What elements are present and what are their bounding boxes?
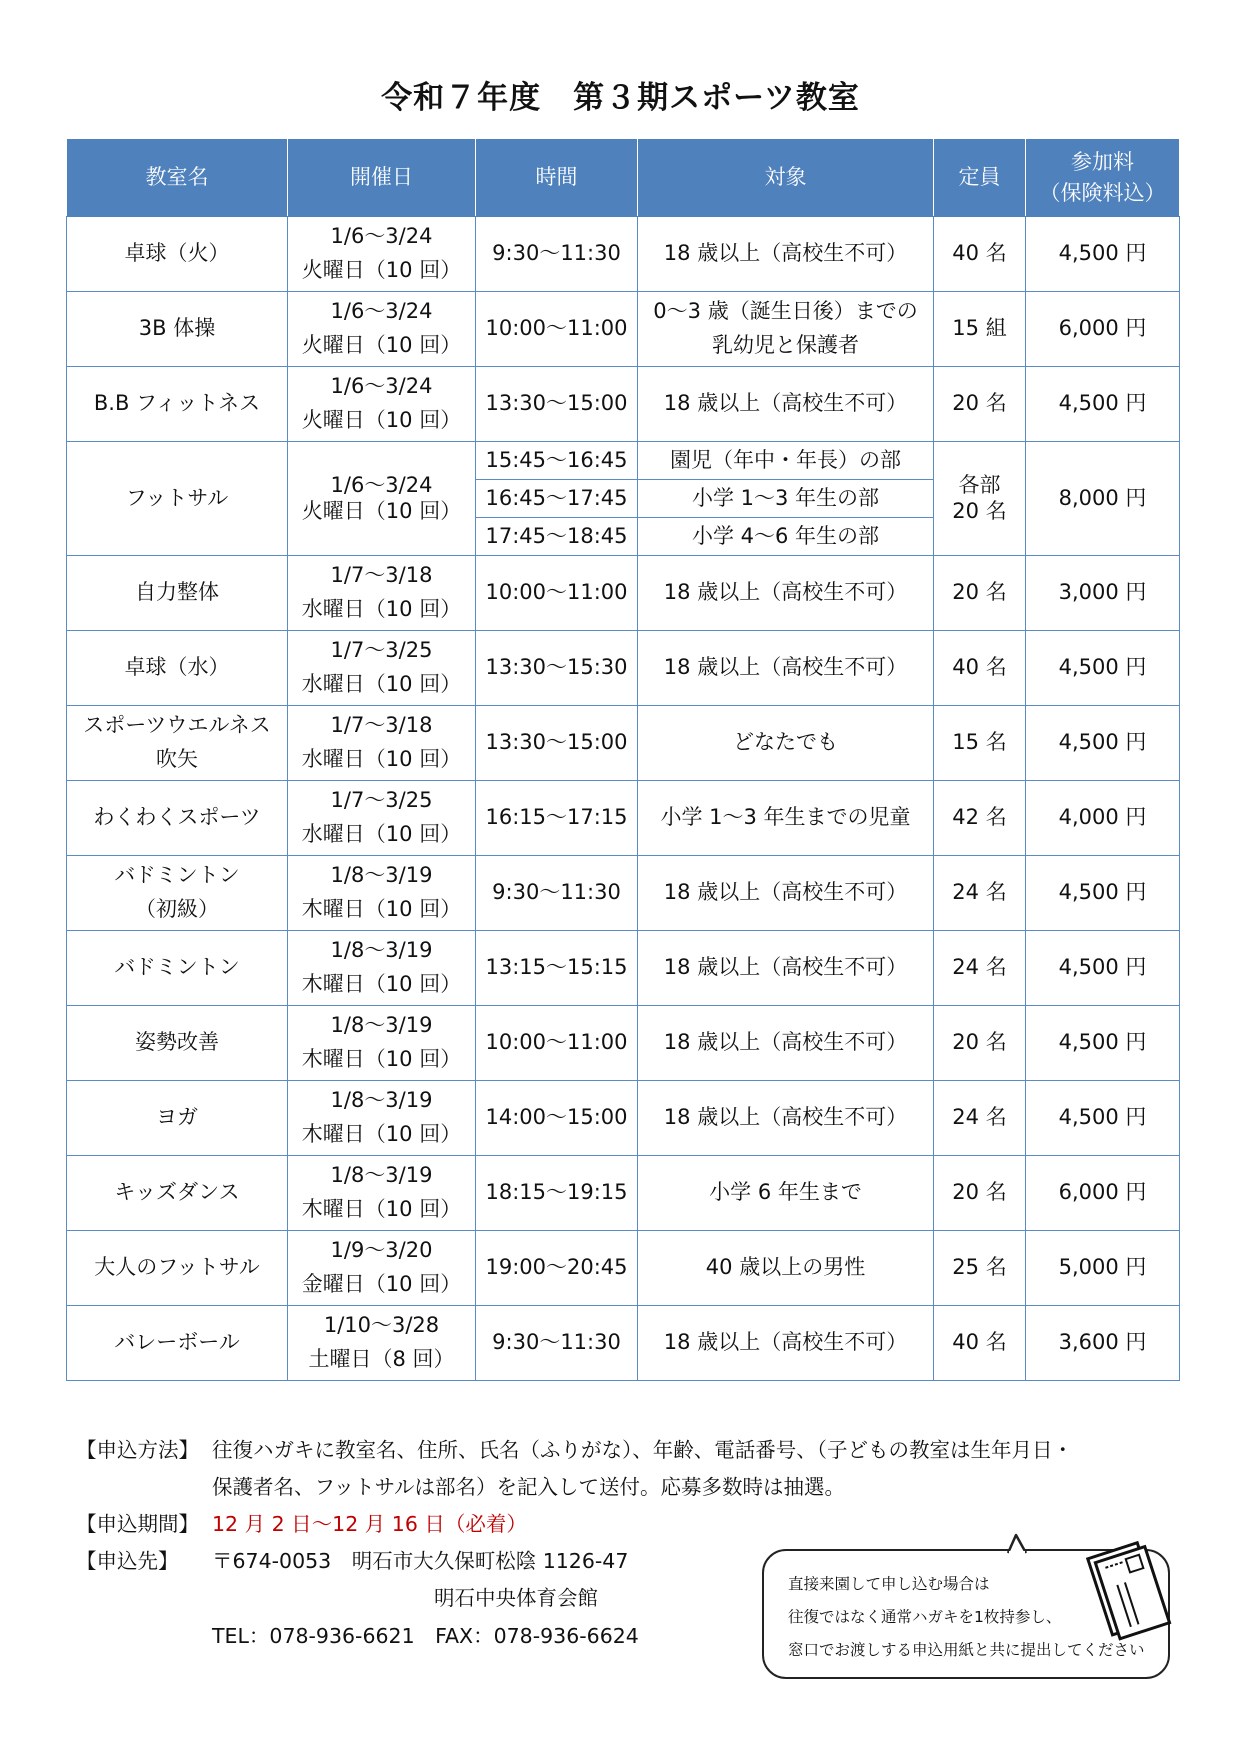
cell-capacity	[934, 856, 1026, 931]
cell-fee: 4,500 円	[1026, 217, 1180, 292]
cell-name-line: 大人のフットサル	[94, 1255, 260, 1280]
cell-target-line: どなたでも	[733, 730, 838, 755]
postcard-icon	[1080, 1540, 1175, 1645]
cell-capacity	[934, 1006, 1026, 1081]
cell-name-line: スポーツウエルネス	[83, 713, 271, 738]
cell-date-line: 1/6～3/24	[330, 299, 433, 324]
header-fee-label: 参加料	[1071, 150, 1134, 175]
cell-target	[638, 931, 934, 1006]
schedule-table	[66, 138, 1180, 1381]
cell-target-line: 18 歳以上（高校生不可）	[663, 1330, 908, 1355]
method-text-2: 保護者名、フットサルは部名）を記入して送付。応募多数時は抽選。	[212, 1475, 846, 1499]
header-fee	[1026, 139, 1180, 217]
table-row	[67, 781, 1180, 856]
cell-target	[638, 1006, 934, 1081]
cell-date-line: 水曜日（10 回）	[301, 822, 462, 846]
cell-time: 16:45～17:45	[476, 480, 638, 518]
cell-date-line: 水曜日（10 回）	[301, 672, 462, 696]
cell-date-line: 火曜日（10 回）	[301, 498, 462, 523]
cell-name	[67, 217, 288, 292]
page-title: 令和７年度 第３期スポーツ教室	[381, 80, 860, 116]
cell-date-line: 火曜日（10 回）	[301, 258, 462, 282]
cell-time: 13:30～15:00	[476, 367, 638, 442]
cell-time: 18:15～19:15	[476, 1156, 638, 1231]
cell-target	[638, 1306, 934, 1381]
cell-date-line: 土曜日（8 回）	[308, 1347, 455, 1371]
cell-capacity	[934, 442, 1026, 556]
cell-target	[638, 781, 934, 856]
table-row	[67, 1081, 1180, 1156]
cell-date-line: 水曜日（10 回）	[301, 597, 462, 621]
cell-name	[67, 781, 288, 856]
cell-fee: 4,500 円	[1026, 1081, 1180, 1156]
cell-capacity-line: 40 名	[952, 1330, 1007, 1355]
cell-capacity	[934, 1231, 1026, 1306]
cell-capacity	[934, 631, 1026, 706]
cell-target-line: 18 歳以上（高校生不可）	[663, 241, 908, 266]
cell-target-line: 18 歳以上（高校生不可）	[663, 580, 908, 605]
cell-name-line: わくわくスポーツ	[93, 805, 261, 830]
cell-date-line: 木曜日（10 回）	[301, 897, 462, 921]
cell-date	[288, 292, 476, 367]
cell-capacity	[934, 706, 1026, 781]
cell-target-line: 小学 6 年生まで	[709, 1180, 862, 1205]
cell-time: 19:00～20:45	[476, 1231, 638, 1306]
cell-date-line: 1/7～3/25	[330, 638, 433, 663]
cell-name-line: キッズダンス	[114, 1180, 240, 1205]
cell-date	[288, 1231, 476, 1306]
cell-date-line: 水曜日（10 回）	[301, 747, 462, 771]
cell-target-line: 小学 1～3 年生までの児童	[660, 805, 911, 830]
cell-capacity-line: 20 名	[952, 580, 1007, 605]
cell-target	[638, 367, 934, 442]
cell-date-line: 1/6～3/24	[330, 224, 433, 249]
cell-capacity	[934, 367, 1026, 442]
cell-name-line: 姿勢改善	[135, 1030, 219, 1055]
cell-target	[638, 1231, 934, 1306]
cell-capacity-line: 24 名	[952, 955, 1007, 980]
table-row	[67, 1006, 1180, 1081]
table-row	[67, 367, 1180, 442]
destination-contact: TEL：078-936-6621 FAX：078-936-6624	[212, 1624, 639, 1648]
cell-target-line: 0～3 歳（誕生日後）までの	[653, 299, 918, 324]
cell-time: 10:00～11:00	[476, 1006, 638, 1081]
cell-name	[67, 631, 288, 706]
cell-target	[638, 292, 934, 367]
cell-date-line: 木曜日（10 回）	[301, 972, 462, 996]
cell-target-line: 18 歳以上（高校生不可）	[663, 655, 908, 680]
cell-fee: 6,000 円	[1026, 1156, 1180, 1231]
cell-name	[67, 292, 288, 367]
cell-date	[288, 1306, 476, 1381]
bubble-line-2: 往復ではなく通常ハガキを1枚持参し、	[788, 1608, 1062, 1626]
cell-time: 10:00～11:00	[476, 556, 638, 631]
cell-target	[638, 1081, 934, 1156]
table-row	[67, 931, 1180, 1006]
cell-capacity-line: 42 名	[952, 805, 1007, 830]
cell-date-line: 1/8～3/19	[330, 1013, 433, 1038]
cell-name-line: バドミントン	[114, 955, 240, 980]
cell-time: 9:30～11:30	[476, 217, 638, 292]
cell-time: 17:45～18:45	[476, 518, 638, 556]
header-name: 教室名	[67, 139, 288, 217]
header-fee-note: （保険料込）	[1039, 180, 1166, 205]
cell-name	[67, 1231, 288, 1306]
cell-fee: 4,500 円	[1026, 631, 1180, 706]
cell-fee: 8,000 円	[1026, 442, 1180, 556]
cell-capacity-line: 40 名	[952, 241, 1007, 266]
cell-target-line: 18 歳以上（高校生不可）	[663, 880, 908, 905]
cell-name	[67, 556, 288, 631]
cell-name: フットサル	[67, 442, 288, 556]
cell-target	[638, 556, 934, 631]
cell-name-line: バドミントン	[114, 863, 240, 888]
cell-date-line: 1/10～3/28	[323, 1313, 440, 1338]
cell-target: 小学 1～3 年生の部	[638, 480, 934, 518]
cell-capacity-line: 24 名	[952, 880, 1007, 905]
cell-date	[288, 217, 476, 292]
cell-target: 小学 4～6 年生の部	[638, 518, 934, 556]
cell-target-line: 18 歳以上（高校生不可）	[663, 1105, 908, 1130]
cell-date-line: 1/6～3/24	[330, 473, 433, 498]
cell-date	[288, 931, 476, 1006]
cell-name-line: 3B 体操	[138, 316, 216, 341]
cell-name-line: 自力整体	[135, 580, 219, 605]
cell-target	[638, 706, 934, 781]
cell-name-line: 卓球（水）	[124, 655, 230, 680]
cell-target-line: 18 歳以上（高校生不可）	[663, 391, 908, 416]
cell-time: 13:30～15:00	[476, 706, 638, 781]
cell-date	[288, 706, 476, 781]
cell-fee: 3,000 円	[1026, 556, 1180, 631]
cell-capacity	[934, 781, 1026, 856]
cell-date	[288, 367, 476, 442]
cell-date	[288, 1081, 476, 1156]
cell-name	[67, 931, 288, 1006]
period-value: 12 月 2 日～12 月 16 日（必着）	[212, 1512, 527, 1536]
cell-name	[67, 1081, 288, 1156]
cell-capacity-line: 15 名	[952, 730, 1007, 755]
cell-name-line: 卓球（火）	[124, 241, 230, 266]
table-row	[67, 1156, 1180, 1231]
cell-capacity	[934, 1306, 1026, 1381]
cell-fee: 3,600 円	[1026, 1306, 1180, 1381]
cell-capacity	[934, 217, 1026, 292]
cell-date-line: 木曜日（10 回）	[301, 1122, 462, 1146]
cell-date	[288, 1006, 476, 1081]
cell-date-line: 木曜日（10 回）	[301, 1047, 462, 1071]
cell-target-line: 18 歳以上（高校生不可）	[663, 955, 908, 980]
destination-address: 〒674-0053 明石市大久保町松陰 1126-47	[212, 1549, 629, 1573]
cell-target: 園児（年中・年長）の部	[638, 442, 934, 480]
method-label: 【申込方法】	[76, 1438, 199, 1462]
cell-date-line: 火曜日（10 回）	[301, 408, 462, 432]
cell-date-line: 1/7～3/25	[330, 788, 433, 813]
cell-name	[67, 1306, 288, 1381]
cell-time: 16:15～17:15	[476, 781, 638, 856]
cell-capacity-line: 25 名	[952, 1255, 1007, 1280]
cell-fee: 4,500 円	[1026, 367, 1180, 442]
cell-time: 9:30～11:30	[476, 856, 638, 931]
cell-capacity-line: 20 名	[952, 391, 1007, 416]
method-text-1: 往復ハガキに教室名、住所、氏名（ふりがな）、年齢、電話番号、（子どもの教室は生年月日・	[212, 1438, 1073, 1462]
period-label: 【申込期間】	[76, 1512, 199, 1536]
cell-capacity-line: 20 名	[952, 1180, 1007, 1205]
table-row	[67, 1306, 1180, 1381]
table-row	[67, 292, 1180, 367]
cell-date-line: 金曜日（10 回）	[301, 1272, 462, 1296]
cell-date-line: 1/7～3/18	[330, 713, 433, 738]
table-row	[67, 631, 1180, 706]
header-target: 対象	[638, 139, 934, 217]
cell-target	[638, 1156, 934, 1231]
cell-date	[288, 556, 476, 631]
cell-time: 14:00～15:00	[476, 1081, 638, 1156]
table-row	[67, 556, 1180, 631]
cell-time: 13:30～15:30	[476, 631, 638, 706]
cell-capacity-line: 15 組	[952, 316, 1007, 341]
cell-fee: 4,500 円	[1026, 856, 1180, 931]
destination-name: 明石中央体育会館	[434, 1586, 598, 1610]
cell-name-line: B.B フィットネス	[93, 391, 261, 416]
table-header-row	[67, 139, 1180, 217]
cell-name	[67, 1156, 288, 1231]
cell-date	[288, 781, 476, 856]
table-row	[67, 442, 1180, 480]
cell-date	[288, 442, 476, 556]
cell-capacity-line: 各部	[958, 473, 1001, 498]
cell-fee: 5,000 円	[1026, 1231, 1180, 1306]
cell-time: 15:45～16:45	[476, 442, 638, 480]
cell-date-line: 1/8～3/19	[330, 1163, 433, 1188]
header-date: 開催日	[288, 139, 476, 217]
cell-fee: 4,000 円	[1026, 781, 1180, 856]
cell-capacity	[934, 1081, 1026, 1156]
cell-target-line: 18 歳以上（高校生不可）	[663, 1030, 908, 1055]
cell-time: 9:30～11:30	[476, 1306, 638, 1381]
cell-date	[288, 1156, 476, 1231]
cell-date	[288, 856, 476, 931]
table-row	[67, 1231, 1180, 1306]
cell-date	[288, 631, 476, 706]
cell-date-line: 1/8～3/19	[330, 938, 433, 963]
cell-name	[67, 856, 288, 931]
cell-time: 13:15～15:15	[476, 931, 638, 1006]
cell-date-line: 1/8～3/19	[330, 1088, 433, 1113]
cell-capacity	[934, 931, 1026, 1006]
cell-capacity-line: 40 名	[952, 655, 1007, 680]
cell-date-line: 1/6～3/24	[330, 374, 433, 399]
cell-capacity-line: 20 名	[952, 1030, 1007, 1055]
cell-target-line: 乳幼児と保護者	[712, 333, 859, 357]
cell-fee: 4,500 円	[1026, 931, 1180, 1006]
cell-name	[67, 706, 288, 781]
cell-date-line: 火曜日（10 回）	[301, 333, 462, 357]
cell-name	[67, 367, 288, 442]
cell-capacity-line: 20 名	[952, 498, 1007, 523]
cell-time: 10:00～11:00	[476, 292, 638, 367]
cell-fee: 4,500 円	[1026, 706, 1180, 781]
cell-target-line: 40 歳以上の男性	[705, 1255, 866, 1280]
table-row	[67, 856, 1180, 931]
bubble-line-1: 直接来園して申し込む場合は	[788, 1575, 990, 1593]
cell-name-line: ヨガ	[156, 1105, 198, 1130]
cell-fee: 4,500 円	[1026, 1006, 1180, 1081]
cell-capacity	[934, 1156, 1026, 1231]
speech-bubble-tail	[1006, 1533, 1030, 1557]
table-row	[67, 706, 1180, 781]
cell-target	[638, 631, 934, 706]
cell-name-line: バレーボール	[114, 1330, 240, 1355]
cell-date-line: 1/7～3/18	[330, 563, 433, 588]
cell-date-line: 1/9～3/20	[330, 1238, 433, 1263]
cell-capacity	[934, 292, 1026, 367]
cell-capacity-line: 24 名	[952, 1105, 1007, 1130]
destination-label: 【申込先】	[76, 1549, 179, 1573]
cell-name-line: 吹矢	[156, 747, 198, 771]
header-capacity: 定員	[934, 139, 1026, 217]
cell-name	[67, 1006, 288, 1081]
cell-target	[638, 856, 934, 931]
bubble-line-3: 窓口でお渡しする申込用紙と共に提出してください	[788, 1641, 1145, 1659]
cell-capacity	[934, 556, 1026, 631]
cell-date-line: 木曜日（10 回）	[301, 1197, 462, 1221]
table-row	[67, 217, 1180, 292]
cell-date-line: 1/8～3/19	[330, 863, 433, 888]
cell-target	[638, 217, 934, 292]
cell-name-line: （初級）	[135, 897, 219, 921]
cell-fee: 6,000 円	[1026, 292, 1180, 367]
header-time: 時間	[476, 139, 638, 217]
